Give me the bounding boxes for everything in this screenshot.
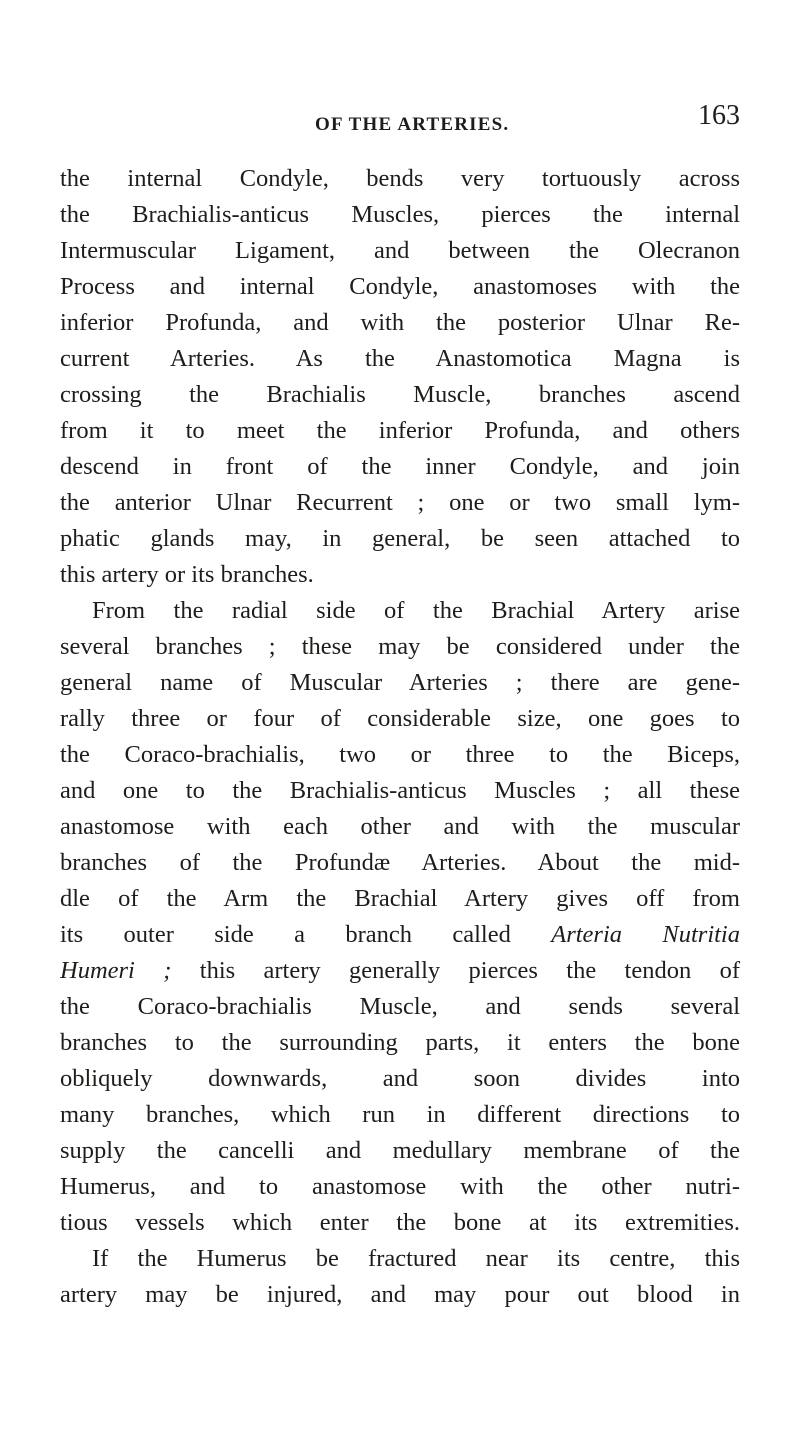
text-line-with-italic xyxy=(60,953,740,989)
text-line: the Coraco-brachialis Muscle, and sends several xyxy=(60,993,740,1020)
text-line: rally three or four of considerable size, one goes to xyxy=(60,705,740,732)
text-line-with-italic xyxy=(60,917,740,953)
text-line: dle of the Arm the Brachial Artery gives off from xyxy=(60,885,740,912)
paragraph-end-line: this artery or its branches. xyxy=(60,561,314,588)
text-line: branches to the surrounding parts, it enters the bone xyxy=(60,1029,740,1056)
paragraph-start-line: From the radial side of the Brachial Artery arise xyxy=(92,597,740,624)
text-line: Humerus, and to anastomose with the other nutri- xyxy=(60,1173,740,1200)
page-number: 163 xyxy=(698,100,740,131)
italic-term: Humeri ; xyxy=(60,957,172,984)
text-line: branches of the Profundæ Arteries. About the mid- xyxy=(60,849,740,876)
text-fragment: this artery generally pierces the tendon of xyxy=(199,957,740,984)
running-head xyxy=(60,100,740,152)
text-line: anastomose with each other and with the muscular xyxy=(60,813,740,840)
text-line: artery may be injured, and may pour out blood in xyxy=(60,1281,740,1308)
text-line: Process and internal Condyle, anastomoses with the xyxy=(60,273,740,300)
body-text xyxy=(60,161,740,1313)
text-line: many branches, which run in different directions to xyxy=(60,1101,740,1128)
text-line: the anterior Ulnar Recurrent ; one or two small lym- xyxy=(60,489,740,516)
text-line: tious vessels which enter the bone at its extremities. xyxy=(60,1209,740,1236)
running-title: OF THE ARTERIES. xyxy=(315,114,510,135)
text-line: the internal Condyle, bends very tortuously across xyxy=(60,165,740,192)
text-line: the Coraco-brachialis, two or three to the Biceps, xyxy=(60,741,740,768)
text-line: obliquely downwards, and soon divides into xyxy=(60,1065,740,1092)
text-line: phatic glands may, in general, be seen attached to xyxy=(60,525,740,552)
text-line: descend in front of the inner Condyle, and join xyxy=(60,453,740,480)
italic-term: Arteria Nutritia xyxy=(551,921,740,948)
text-line: from it to meet the inferior Profunda, and others xyxy=(60,417,740,444)
text-fragment: its outer side a branch called xyxy=(60,921,511,948)
text-line: supply the cancelli and medullary membrane of the xyxy=(60,1137,740,1164)
text-line: crossing the Brachialis Muscle, branches ascend xyxy=(60,381,740,408)
text-line: current Arteries. As the Anastomotica Magna is xyxy=(60,345,740,372)
text-line: Intermuscular Ligament, and between the Olecranon xyxy=(60,237,740,264)
text-line: several branches ; these may be considered under the xyxy=(60,633,740,660)
paragraph-start-line: If the Humerus be fractured near its centre, this xyxy=(92,1245,740,1272)
text-line: the Brachialis-anticus Muscles, pierces the internal xyxy=(60,201,740,228)
text-line: and one to the Brachialis-anticus Muscles ; all these xyxy=(60,777,740,804)
text-line: inferior Profunda, and with the posterior Ulnar Re- xyxy=(60,309,740,336)
text-line: general name of Muscular Arteries ; there are gene- xyxy=(60,669,740,696)
